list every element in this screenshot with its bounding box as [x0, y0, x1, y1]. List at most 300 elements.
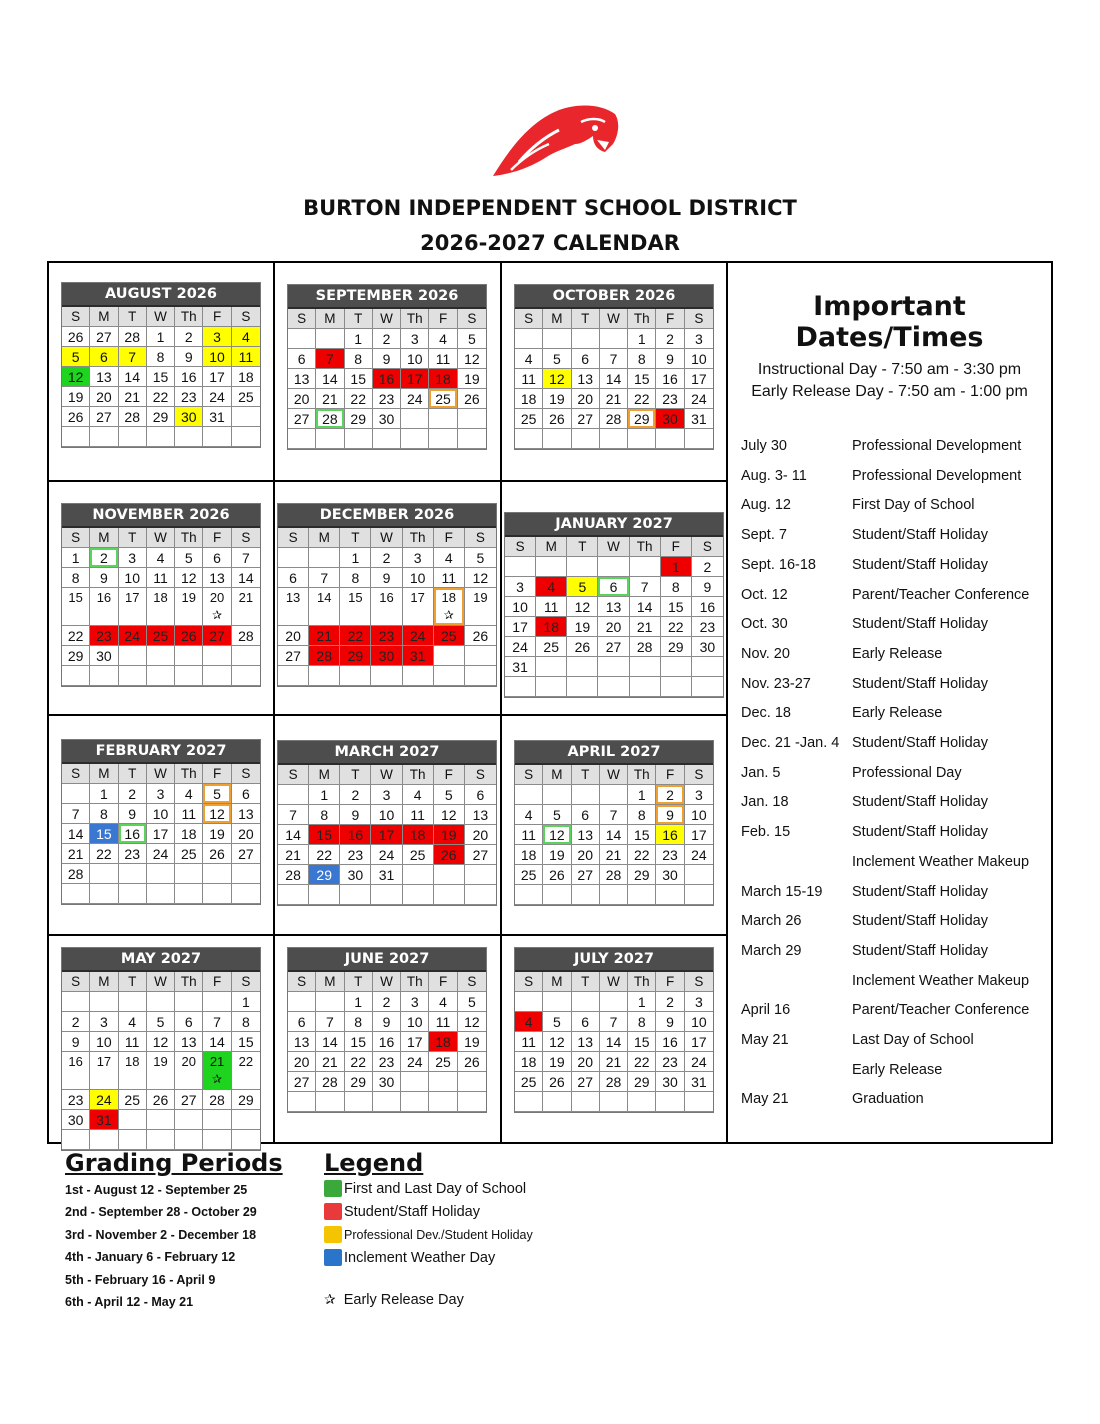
- calendar-day: 24: [371, 845, 402, 865]
- calendar-day: 17: [203, 367, 231, 387]
- calendar-empty-cell: [278, 666, 309, 686]
- calendar-day: 22: [661, 617, 692, 637]
- calendar-empty-cell: [119, 427, 147, 447]
- calendar-day: 24: [401, 1052, 429, 1072]
- calendar-day: 11: [147, 568, 175, 588]
- calendar-day: 24: [403, 626, 434, 646]
- weekday-header: M: [90, 528, 118, 548]
- calendar-day: 1: [661, 557, 692, 577]
- month-title: MAY 2027: [62, 948, 260, 972]
- calendar-day: 27: [175, 1090, 203, 1110]
- calendar-empty-cell: [232, 884, 260, 904]
- calendar-day: 16: [340, 825, 371, 845]
- calendar-day: 21: [600, 845, 628, 865]
- important-date-description: Student/Staff Holiday: [852, 675, 988, 692]
- month-grid: [288, 309, 486, 449]
- calendar-day: 8: [340, 568, 371, 588]
- calendar-day: 8: [628, 1012, 656, 1032]
- calendar-day: 9: [340, 805, 371, 825]
- calendar-day: 21: [119, 387, 147, 407]
- district-title: BURTON INDEPENDENT SCHOOL DISTRICT: [303, 196, 797, 220]
- weekday-header: F: [429, 972, 457, 992]
- calendar-day: 6: [572, 805, 600, 825]
- important-date-description: Professional Development: [852, 438, 1022, 454]
- calendar-empty-cell: [656, 885, 684, 905]
- calendar-day: 14: [62, 824, 90, 844]
- calendar-day: 30: [656, 865, 684, 885]
- calendar-empty-cell: [465, 666, 496, 686]
- important-date: Sept. 7: [741, 527, 787, 544]
- weekday-header: W: [600, 765, 628, 785]
- calendar-day: 29: [628, 409, 656, 429]
- calendar-day: 25: [515, 1072, 543, 1092]
- grading-period: 6th - April 12 - May 21: [65, 1295, 194, 1309]
- calendar-day: 19: [203, 824, 231, 844]
- calendar-day: 8: [232, 1012, 260, 1032]
- calendar-day: 23: [119, 844, 147, 864]
- month-title: MARCH 2027: [278, 741, 496, 765]
- calendar-day: 12: [543, 825, 571, 845]
- calendar-empty-cell: [600, 885, 628, 905]
- calendar-empty-cell: [465, 646, 496, 666]
- calendar-day: 22: [90, 844, 118, 864]
- calendar-day: 10: [401, 1012, 429, 1032]
- calendar-empty-cell: [316, 1092, 344, 1112]
- calendar-day: 11: [515, 1032, 543, 1052]
- calendar-empty-cell: [203, 884, 231, 904]
- weekday-header: M: [90, 764, 118, 784]
- calendar-day: 7: [600, 349, 628, 369]
- calendar-day: 7: [316, 349, 344, 369]
- calendar-day: 27: [288, 409, 316, 429]
- calendar-day: 3: [401, 992, 429, 1012]
- weekday-header: M: [316, 309, 344, 329]
- calendar-day: 31: [403, 646, 434, 666]
- calendar-day: 8: [147, 347, 175, 367]
- important-date: May 21: [741, 1091, 789, 1108]
- calendar-day: 12: [175, 568, 203, 588]
- calendar-day: 26: [458, 389, 486, 409]
- calendar-empty-cell: [62, 992, 90, 1012]
- calendar-day: 10: [403, 568, 434, 588]
- weekday-header: T: [119, 528, 147, 548]
- calendar-day: 12: [62, 367, 90, 387]
- calendar-day: 17: [119, 588, 147, 626]
- calendar-day: 12: [203, 804, 231, 824]
- calendar-day: 14: [119, 367, 147, 387]
- calendar-day: 3: [685, 329, 713, 349]
- important-date-description: Inclement Weather Makeup: [852, 853, 1030, 870]
- calendar-day: 25: [434, 626, 465, 646]
- month-grid: [62, 972, 260, 1150]
- weekday-header: F: [661, 537, 692, 557]
- calendar-day: 11: [119, 1032, 147, 1052]
- calendar-day: 26: [567, 637, 598, 657]
- calendar-day: 7: [630, 577, 661, 597]
- calendar-day: 25: [175, 844, 203, 864]
- calendar-day: 25: [147, 626, 175, 646]
- calendar-day: 5: [62, 347, 90, 367]
- month-title: APRIL 2027: [515, 741, 713, 765]
- calendar-day: 14: [316, 369, 344, 389]
- calendar-day: 20 ✰: [203, 588, 231, 626]
- weekday-header: Th: [401, 972, 429, 992]
- calendar-day: 22: [628, 845, 656, 865]
- legend-label: Professional Dev./Student Holiday: [344, 1227, 533, 1242]
- calendar-empty-cell: [147, 1110, 175, 1130]
- calendar-day: 15: [661, 597, 692, 617]
- calendar-day: 17: [685, 1032, 713, 1052]
- calendar-day: 21: [316, 1052, 344, 1072]
- calendar-day: 24: [685, 1052, 713, 1072]
- calendar-day: 9: [656, 805, 684, 825]
- weekday-header: F: [203, 307, 231, 327]
- calendar-empty-cell: [401, 409, 429, 429]
- weekday-header: S: [515, 309, 543, 329]
- calendar-day: 1: [345, 329, 373, 349]
- red-square-icon: [324, 1203, 342, 1220]
- calendar-empty-cell: [316, 429, 344, 449]
- calendar-day-prev-month: 28: [119, 327, 147, 347]
- calendar-day: 8: [628, 349, 656, 369]
- calendar-day: 1: [628, 992, 656, 1012]
- calendar-empty-cell: [288, 429, 316, 449]
- calendar-empty-cell: [661, 657, 692, 677]
- calendar-day: 5: [465, 548, 496, 568]
- important-date: Oct. 30: [741, 616, 788, 633]
- calendar-day: 12: [147, 1032, 175, 1052]
- weekday-header: W: [373, 972, 401, 992]
- calendar-day: 8: [345, 349, 373, 369]
- calendar-empty-cell: [203, 646, 231, 666]
- calendar-day: 31: [505, 657, 536, 677]
- calendar-day: 17: [505, 617, 536, 637]
- important-date-description: Early Release: [852, 705, 943, 722]
- calendar-day: 11: [515, 369, 543, 389]
- calendar-empty-cell: [278, 885, 309, 905]
- calendar-day: 23: [656, 1052, 684, 1072]
- calendar-empty-cell: [175, 666, 203, 686]
- calendar-day: 18: [403, 825, 434, 845]
- month-grid: [62, 528, 260, 686]
- calendar-empty-cell: [515, 429, 543, 449]
- calendar-day: 16: [692, 597, 723, 617]
- calendar-empty-cell: [232, 1130, 260, 1150]
- calendar-day: 29: [147, 407, 175, 427]
- important-date-description: First Day of School: [852, 497, 975, 514]
- calendar-day: 15: [309, 825, 340, 845]
- calendar-day: 27: [278, 646, 309, 666]
- calendar-day: 7: [203, 1012, 231, 1032]
- weekday-header: S: [232, 528, 260, 548]
- calendar-day: 3: [90, 1012, 118, 1032]
- calendar-day: 20: [572, 845, 600, 865]
- calendar-empty-cell: [458, 429, 486, 449]
- calendar-day: 14: [600, 1032, 628, 1052]
- calendar-empty-cell: [175, 884, 203, 904]
- calendar-empty-cell: [340, 666, 371, 686]
- calendar-empty-cell: [62, 784, 90, 804]
- weekday-header: Th: [401, 309, 429, 329]
- weekday-header: S: [232, 307, 260, 327]
- calendar-day: 4: [429, 992, 457, 1012]
- calendar-day: 9: [373, 1012, 401, 1032]
- divider: [273, 263, 275, 1142]
- calendar-day: 13: [572, 1032, 600, 1052]
- calendar-empty-cell: [278, 548, 309, 568]
- calendar-empty-cell: [628, 1092, 656, 1112]
- calendar-day: 21: [630, 617, 661, 637]
- calendar-empty-cell: [543, 1092, 571, 1112]
- calendar-day: 5: [543, 1012, 571, 1032]
- calendar-day: 6: [203, 548, 231, 568]
- month-grid: [288, 972, 486, 1112]
- important-date: Nov. 20: [741, 645, 790, 662]
- calendar-day: 28: [630, 637, 661, 657]
- calendar-day: 13: [465, 805, 496, 825]
- yellow-square-icon: [324, 1226, 342, 1243]
- calendar-day: 16: [62, 1052, 90, 1090]
- grading-period: 5th - February 16 - April 9: [65, 1272, 216, 1287]
- calendar-day: 3: [147, 784, 175, 804]
- calendar-day: 31: [371, 865, 402, 885]
- calendar-day: 27: [465, 845, 496, 865]
- calendar-empty-cell: [434, 865, 465, 885]
- calendar-empty-cell: [685, 429, 713, 449]
- calendar-day: 28: [62, 864, 90, 884]
- calendar-day: 20: [572, 1052, 600, 1072]
- calendar-day: 30: [62, 1110, 90, 1130]
- calendar-day: 12: [543, 369, 571, 389]
- calendar-day: 22: [62, 626, 90, 646]
- important-date: Oct. 12: [741, 586, 788, 603]
- important-date: Jan. 5: [741, 764, 781, 781]
- important-date: Nov. 23-27: [741, 675, 811, 692]
- calendar-day: 30: [371, 646, 402, 666]
- calendar-day: 21: [600, 1052, 628, 1072]
- weekday-header: S: [232, 972, 260, 992]
- calendar-day: 20: [175, 1052, 203, 1090]
- calendar-empty-cell: [685, 1092, 713, 1112]
- calendar-day: 27: [572, 409, 600, 429]
- month-title: JULY 2027: [515, 948, 713, 972]
- calendar-empty-cell: [600, 785, 628, 805]
- calendar-day: 5: [434, 785, 465, 805]
- early-release-time: Early Release Day - 7:50 am - 1:00 pm: [751, 383, 1028, 400]
- calendar-day: 16: [90, 588, 118, 626]
- calendar-day: 22: [309, 845, 340, 865]
- calendar-day: 13: [288, 1032, 316, 1052]
- calendar-day: 10: [685, 1012, 713, 1032]
- calendar-empty-cell: [403, 865, 434, 885]
- calendar-empty-cell: [203, 1110, 231, 1130]
- weekday-header: S: [62, 764, 90, 784]
- weekday-header: F: [203, 528, 231, 548]
- calendar-day: 3: [401, 329, 429, 349]
- calendar-day: 9: [373, 349, 401, 369]
- calendar-empty-cell: [403, 666, 434, 686]
- calendar-empty-cell: [340, 885, 371, 905]
- month-calendar: [61, 503, 261, 687]
- month-title: DECEMBER 2026: [278, 504, 496, 528]
- calendar-day: 9: [90, 568, 118, 588]
- star-icon: ✰: [212, 1072, 223, 1086]
- month-grid: [62, 764, 260, 904]
- calendar-day: 24: [685, 389, 713, 409]
- calendar-day: 2: [90, 548, 118, 568]
- calendar-day: 17: [371, 825, 402, 845]
- calendar-day: 6: [572, 349, 600, 369]
- important-dates-title: Important Dates/Times: [795, 291, 984, 353]
- important-date-description: Student/Staff Holiday: [852, 883, 988, 900]
- calendar-empty-cell: [147, 666, 175, 686]
- legend-label: Early Release Day: [343, 1291, 464, 1308]
- calendar-day: 8: [661, 577, 692, 597]
- calendar-day: 17: [147, 824, 175, 844]
- calendar-day: 19: [465, 588, 496, 626]
- legend-label: First and Last Day of School: [344, 1180, 527, 1197]
- important-date: March 26: [741, 913, 802, 930]
- calendar-day: 27: [572, 865, 600, 885]
- calendar-empty-cell: [119, 646, 147, 666]
- calendar-day: 23: [340, 845, 371, 865]
- weekday-header: W: [147, 307, 175, 327]
- calendar-day: 16: [656, 825, 684, 845]
- calendar-day: 13: [598, 597, 629, 617]
- calendar-day: 26: [62, 407, 90, 427]
- calendar-day: 7: [232, 548, 260, 568]
- calendar-day: 21: [309, 626, 340, 646]
- calendar-day: 19: [567, 617, 598, 637]
- calendar-day: 6: [232, 784, 260, 804]
- calendar-empty-cell: [465, 885, 496, 905]
- calendar-day: 31: [685, 1072, 713, 1092]
- calendar-day: 4: [515, 349, 543, 369]
- calendar-day: 18: [232, 367, 260, 387]
- weekday-header: S: [62, 528, 90, 548]
- calendar-day: 28: [316, 1072, 344, 1092]
- weekday-header: S: [515, 972, 543, 992]
- calendar-day: 14: [600, 825, 628, 845]
- calendar-day: 8: [345, 1012, 373, 1032]
- calendar-day: 23: [656, 389, 684, 409]
- calendar-day: 21: [316, 389, 344, 409]
- calendar-day: 9: [62, 1032, 90, 1052]
- calendar-empty-cell: [536, 677, 567, 697]
- calendar-day: 19: [458, 369, 486, 389]
- calendar-day: 14: [630, 597, 661, 617]
- calendar-day: 23: [62, 1090, 90, 1110]
- calendar-day: 24: [685, 845, 713, 865]
- calendar-empty-cell: [692, 657, 723, 677]
- calendar-empty-cell: [567, 657, 598, 677]
- calendar-empty-cell: [600, 429, 628, 449]
- calendar-empty-cell: [147, 427, 175, 447]
- calendar-day: 12: [543, 1032, 571, 1052]
- weekday-header: F: [203, 764, 231, 784]
- calendar-empty-cell: [572, 329, 600, 349]
- calendar-day: 25: [232, 387, 260, 407]
- calendar-day: 23: [371, 626, 402, 646]
- important-date-description: Last Day of School: [852, 1032, 974, 1048]
- calendar-day: 18: [515, 389, 543, 409]
- weekday-header: Th: [630, 537, 661, 557]
- month-grid: [278, 765, 496, 905]
- calendar-day: 21: [600, 389, 628, 409]
- weekday-header: W: [373, 309, 401, 329]
- weekday-header: S: [692, 537, 723, 557]
- month-title: JANUARY 2027: [505, 513, 723, 537]
- important-date: Aug. 12: [741, 497, 791, 514]
- calendar-empty-cell: [434, 666, 465, 686]
- calendar-day: 2: [373, 992, 401, 1012]
- month-calendar: [277, 503, 497, 687]
- calendar-day: 9: [371, 568, 402, 588]
- important-date-description: Student/Staff Holiday: [852, 942, 988, 959]
- weekday-header: S: [288, 309, 316, 329]
- calendar-day: 11: [429, 349, 457, 369]
- calendar-day: 19: [434, 825, 465, 845]
- calendar-day: 25: [119, 1090, 147, 1110]
- calendar-day: 2: [371, 548, 402, 568]
- weekday-header: S: [685, 765, 713, 785]
- calendar-day: 16: [656, 1032, 684, 1052]
- calendar-day: 1: [345, 992, 373, 1012]
- calendar-day: 23: [692, 617, 723, 637]
- calendar-day: 20: [90, 387, 118, 407]
- calendar-empty-cell: [515, 992, 543, 1012]
- calendar-day: 29: [340, 646, 371, 666]
- calendar-empty-cell: [147, 864, 175, 884]
- calendar-day: 14: [316, 1032, 344, 1052]
- weekday-header: T: [572, 309, 600, 329]
- weekday-header: M: [90, 972, 118, 992]
- calendar-day: 12: [434, 805, 465, 825]
- calendar-empty-cell: [232, 407, 260, 427]
- important-date-description: Parent/Teacher Conference: [852, 586, 1030, 603]
- calendar-day: 1: [232, 992, 260, 1012]
- calendar-empty-cell: [543, 992, 571, 1012]
- calendar-empty-cell: [458, 1072, 486, 1092]
- calendar-empty-cell: [515, 1092, 543, 1112]
- calendar-empty-cell: [429, 409, 457, 429]
- weekday-header: T: [119, 972, 147, 992]
- calendar-day: 18: [515, 1052, 543, 1072]
- calendar-day: 6: [465, 785, 496, 805]
- calendar-day: 2: [656, 329, 684, 349]
- calendar-day: 26: [434, 845, 465, 865]
- calendar-day: 4: [175, 784, 203, 804]
- month-grid: [515, 765, 713, 905]
- green-square-icon: [324, 1180, 342, 1197]
- weekday-header: S: [458, 972, 486, 992]
- weekday-header: S: [278, 765, 309, 785]
- calendar-day: 28: [309, 646, 340, 666]
- calendar-empty-cell: [203, 864, 231, 884]
- weekday-header: T: [572, 972, 600, 992]
- calendar-empty-cell: [685, 885, 713, 905]
- important-date: May 21: [741, 1032, 789, 1048]
- divider: [49, 480, 726, 482]
- calendar-day: 3: [403, 548, 434, 568]
- calendar-day: 7: [316, 1012, 344, 1032]
- calendar-day: 16: [373, 369, 401, 389]
- calendar-empty-cell: [175, 1130, 203, 1150]
- calendar-day: 16: [119, 824, 147, 844]
- important-date-description: Student/Staff Holiday: [852, 824, 988, 841]
- important-date-description: Student/Staff Holiday: [852, 794, 988, 811]
- calendar-empty-cell: [628, 429, 656, 449]
